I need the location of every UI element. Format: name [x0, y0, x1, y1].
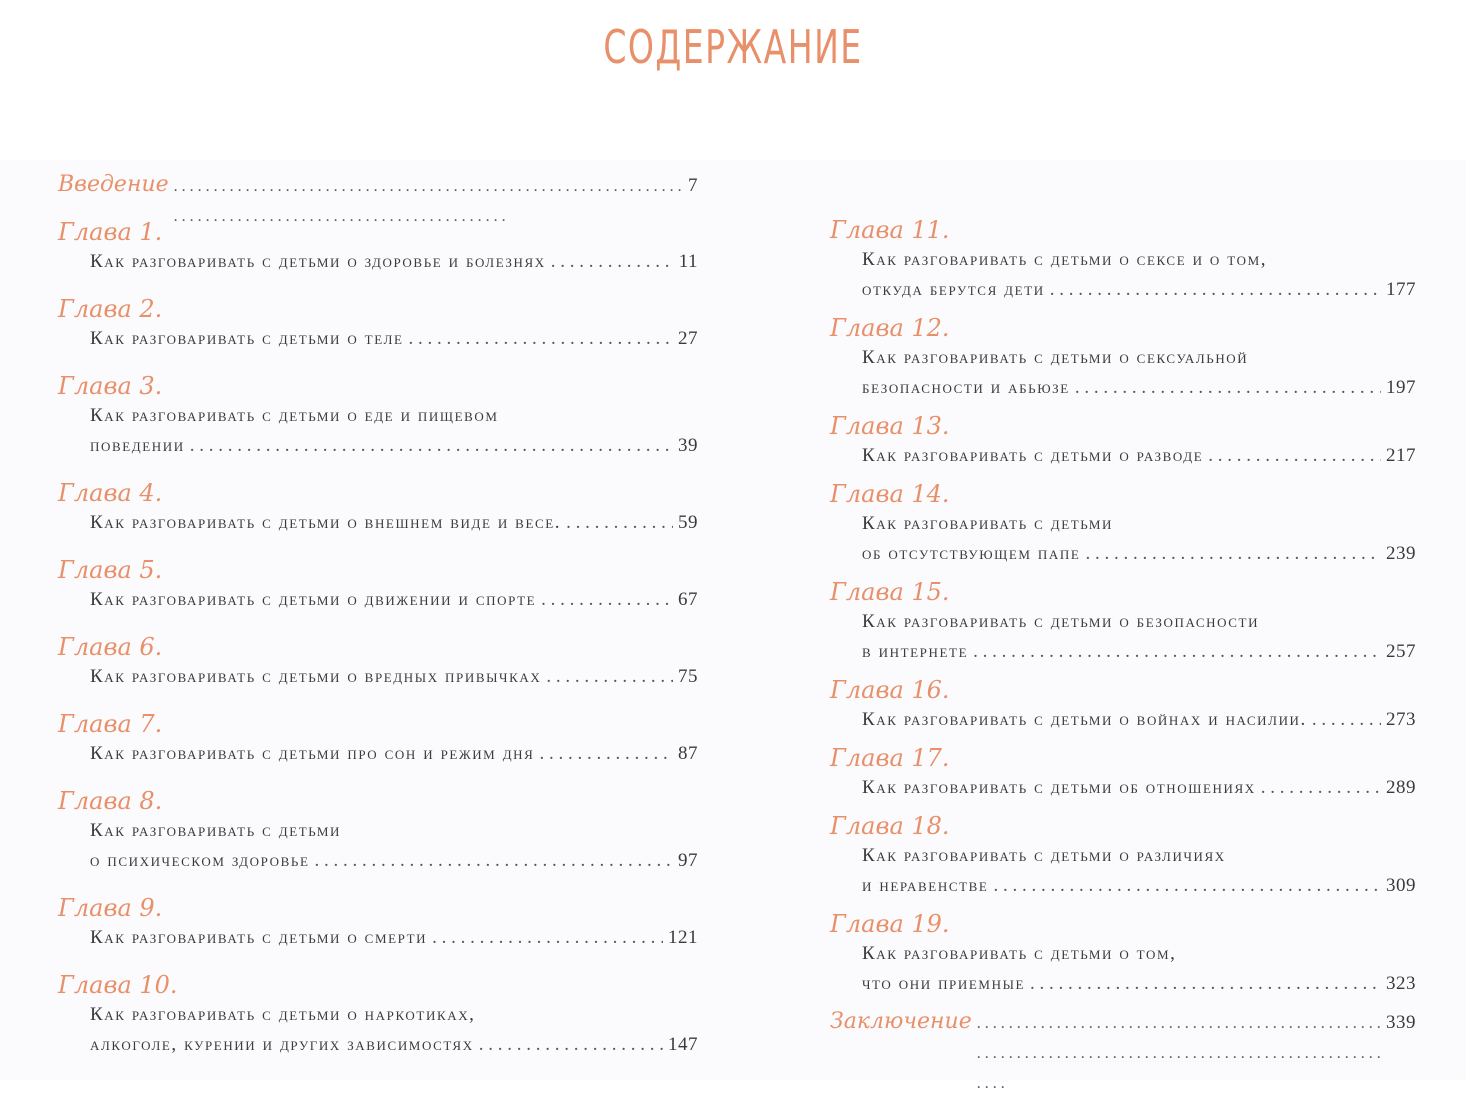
- page-number: 27: [678, 328, 698, 349]
- chapter-title-line: [58, 739, 698, 769]
- leader-dots: [566, 508, 673, 538]
- toc-chapter[interactable]: [58, 555, 698, 615]
- toc-chapter[interactable]: [830, 577, 1416, 667]
- page-title: СОДЕРЖАНИЕ: [603, 20, 863, 74]
- leader-dots: [1085, 539, 1381, 569]
- toc-chapter[interactable]: [58, 893, 698, 953]
- chapter-title-text: Как разговаривать с детьми о сексуальной: [862, 347, 1249, 368]
- chapter-title-line: [830, 637, 1416, 667]
- leader-dots: [1030, 969, 1381, 999]
- right-chapter-list: [830, 215, 1416, 999]
- leader-dots: [479, 1030, 663, 1060]
- chapter-label: Глава 9.: [58, 894, 163, 922]
- leader-dots: [1050, 275, 1381, 305]
- chapter-label: Глава 19.: [830, 910, 950, 938]
- conclusion-label: Заключение: [830, 1009, 972, 1034]
- chapter-label: Глава 13.: [830, 412, 950, 440]
- leader-dots: [539, 739, 673, 769]
- toc-chapter[interactable]: [58, 786, 698, 876]
- page-number: 97: [678, 850, 698, 871]
- chapter-title-line: [830, 343, 1416, 373]
- toc-left-column: [58, 170, 698, 1077]
- page-number: 273: [1386, 709, 1416, 730]
- toc-chapter[interactable]: [58, 632, 698, 692]
- page-number: 59: [678, 512, 698, 533]
- chapter-title-line: [58, 508, 698, 538]
- page-number: 75: [678, 666, 698, 687]
- chapter-label: Глава 6.: [58, 633, 163, 661]
- chapter-label: Глава 8.: [58, 787, 163, 815]
- toc-chapter[interactable]: [830, 479, 1416, 569]
- chapter-label: Глава 3.: [58, 372, 163, 400]
- chapter-title-line: [830, 539, 1416, 569]
- chapter-title-line: [58, 846, 698, 876]
- chapter-label: Глава 12.: [830, 314, 950, 342]
- chapter-title-text: что они приемные: [862, 973, 1026, 994]
- toc-chapter[interactable]: [830, 313, 1416, 403]
- leader-dots: [973, 637, 1381, 667]
- leader-dots: [190, 431, 673, 461]
- page-number: 177: [1386, 279, 1416, 300]
- leader-dots: [546, 662, 673, 692]
- chapter-label: Глава 5.: [58, 556, 163, 584]
- chapter-title-text: Как разговаривать с детьми: [862, 513, 1113, 534]
- chapter-label: Глава 2.: [58, 295, 163, 323]
- chapter-title-text: Как разговаривать с детьми: [90, 820, 341, 841]
- chapter-title-text: поведении: [90, 435, 185, 456]
- toc-chapter[interactable]: [830, 411, 1416, 471]
- chapter-title-line: [58, 816, 698, 846]
- leader-dots: [315, 846, 674, 876]
- page-number: 67: [678, 589, 698, 610]
- toc-chapter[interactable]: [58, 709, 698, 769]
- chapter-title-line: [58, 247, 698, 277]
- chapter-title-text: безопасности и абьюзе: [862, 377, 1070, 398]
- chapter-title-line: [830, 245, 1416, 275]
- page-number: 289: [1386, 777, 1416, 798]
- leader-dots: [432, 923, 663, 953]
- page-number: 323: [1386, 973, 1416, 994]
- chapter-title-text: Как разговаривать с детьми о вредных привычках: [90, 666, 542, 687]
- chapter-label: Глава 15.: [830, 578, 950, 606]
- page-number: 239: [1386, 543, 1416, 564]
- page-number: 339: [1386, 1012, 1416, 1033]
- chapter-title-text: Как разговаривать с детьми о наркотиках,: [90, 1004, 476, 1025]
- chapter-label: Глава 1.: [58, 218, 163, 246]
- toc-entry-conclusion[interactable]: [830, 1007, 1416, 1037]
- chapter-title-line: [830, 939, 1416, 969]
- leader-dots: [174, 172, 683, 232]
- chapter-label: Глава 18.: [830, 812, 950, 840]
- toc-chapter[interactable]: [830, 675, 1416, 735]
- toc-chapter[interactable]: [830, 215, 1416, 305]
- chapter-label: Глава 11.: [830, 216, 950, 244]
- page-number: 39: [678, 435, 698, 456]
- chapter-label: Глава 10.: [58, 971, 178, 999]
- chapter-title-line: [830, 441, 1416, 471]
- chapter-title-text: откуда берутся дети: [862, 279, 1045, 300]
- chapter-title-text: Как разговаривать с детьми о здоровье и болезнях: [90, 251, 546, 272]
- chapter-title-text: Как разговаривать с детьми про сон и режим дня: [90, 743, 535, 764]
- chapter-title-text: и неравенстве: [862, 875, 989, 896]
- chapter-title-line: [830, 871, 1416, 901]
- chapter-title-text: Как разговаривать с детьми о теле: [90, 328, 404, 349]
- toc-chapter[interactable]: [830, 743, 1416, 803]
- intro-label: Введение: [58, 172, 169, 197]
- leader-dots: [1312, 705, 1381, 735]
- chapter-title-text: Как разговаривать с детьми о том,: [862, 943, 1177, 964]
- chapter-title-text: Как разговаривать с детьми о движении и спорте: [90, 589, 537, 610]
- chapter-title-text: Как разговаривать с детьми о безопасности: [862, 611, 1260, 632]
- chapter-title-text: Как разговаривать с детьми о разводе: [862, 445, 1204, 466]
- leader-dots: [1208, 441, 1381, 471]
- chapter-title-text: о психическом здоровье: [90, 850, 310, 871]
- page-number: 7: [688, 175, 698, 196]
- chapter-title-line: [830, 509, 1416, 539]
- page-number: 197: [1386, 377, 1416, 398]
- page-number: 11: [678, 251, 698, 272]
- chapter-title-text: в интернете: [862, 641, 969, 662]
- chapter-label: Глава 16.: [830, 676, 950, 704]
- page-number: 217: [1386, 445, 1416, 466]
- chapter-title-line: [830, 607, 1416, 637]
- chapter-title-line: [830, 275, 1416, 305]
- chapter-title-text: Как разговаривать с детьми об отношениях: [862, 777, 1256, 798]
- toc-right-column: [830, 215, 1416, 1037]
- leader-dots: [993, 871, 1381, 901]
- page-number: 309: [1386, 875, 1416, 896]
- toc-chapter[interactable]: [830, 811, 1416, 901]
- page-number: 257: [1386, 641, 1416, 662]
- chapter-title-text: Как разговаривать с детьми о войнах и насилии.: [862, 709, 1307, 730]
- leader-dots: [977, 1009, 1381, 1099]
- chapter-title-line: [58, 401, 698, 431]
- chapter-title-text: об отсутствующем папе: [862, 543, 1081, 564]
- toc-chapter[interactable]: [58, 294, 698, 354]
- chapter-title-line: [58, 324, 698, 354]
- chapter-title-line: [58, 1000, 698, 1030]
- chapter-title-line: [58, 431, 698, 461]
- leader-dots: [541, 585, 673, 615]
- toc-entry-intro[interactable]: [58, 170, 698, 200]
- chapter-title-text: Как разговаривать с детьми о еде и пищевом: [90, 405, 499, 426]
- leader-dots: [1261, 773, 1381, 803]
- toc-chapter[interactable]: [58, 371, 698, 461]
- chapter-label: Глава 7.: [58, 710, 163, 738]
- toc-chapter[interactable]: [830, 909, 1416, 999]
- chapter-title-text: Как разговаривать с детьми о смерти: [90, 927, 428, 948]
- leader-dots: [551, 247, 674, 277]
- chapter-title-line: [58, 662, 698, 692]
- toc-chapter[interactable]: [58, 970, 698, 1060]
- chapter-title-line: [830, 841, 1416, 871]
- chapter-title-line: [830, 705, 1416, 735]
- chapter-title-line: [830, 969, 1416, 999]
- chapter-label: Глава 4.: [58, 479, 163, 507]
- chapter-label: Глава 17.: [830, 744, 950, 772]
- chapter-title-line: [58, 585, 698, 615]
- chapter-title-line: [830, 773, 1416, 803]
- chapter-title-text: Как разговаривать с детьми о внешнем виде и весе.: [90, 512, 562, 533]
- chapter-title-text: Как разговаривать с детьми о сексе и о том,: [862, 249, 1268, 270]
- page-number: 121: [668, 927, 698, 948]
- page-number: 147: [668, 1034, 698, 1055]
- chapter-title-line: [58, 923, 698, 953]
- chapter-title-line: [830, 373, 1416, 403]
- chapter-title-text: Как разговаривать с детьми о различиях: [862, 845, 1226, 866]
- chapter-label: Глава 14.: [830, 480, 950, 508]
- left-chapter-list: [58, 217, 698, 1060]
- chapter-title-text: алкоголе, курении и других зависимостях: [90, 1034, 474, 1055]
- chapter-title-line: [58, 1030, 698, 1060]
- toc-chapter[interactable]: [58, 478, 698, 538]
- page-number: 87: [678, 743, 698, 764]
- leader-dots: [1075, 373, 1381, 403]
- leader-dots: [409, 324, 673, 354]
